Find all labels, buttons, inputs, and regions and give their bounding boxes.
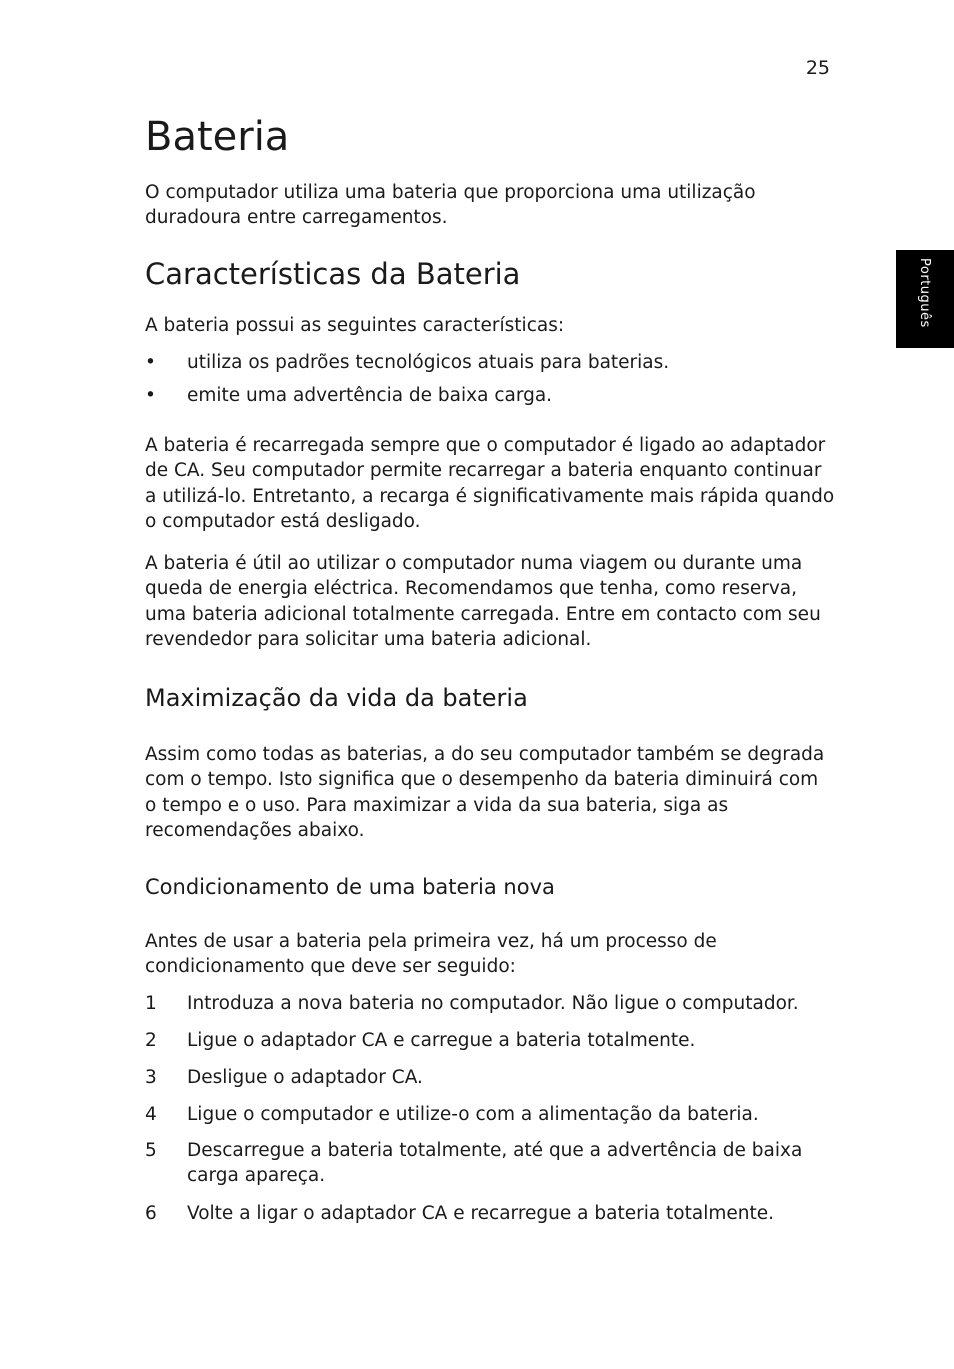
step-text: Ligue o computador e utilize-o com a alimentação da bateria. (187, 1104, 759, 1125)
step-text: Volte a ligar o adaptador CA e recarregue a bateria totalmente. (187, 1203, 774, 1224)
features-heading: Características da Bateria (145, 257, 521, 291)
list-item (145, 383, 835, 408)
list-item (145, 1065, 835, 1090)
page-number: 25 (805, 57, 830, 79)
spare-battery-paragraph: A bateria é útil ao utilizar o computador numa viagem ou durante uma queda de energia eléctrica. Recomendamos que tenha, como reserva, uma bateria adicional totalmente carregada. Entre em contacto com seu revendedor para solicitar uma bateria adicional. (145, 553, 821, 650)
intro-paragraph: O computador utiliza uma bateria que proporciona uma utilização duradoura entre carregamentos. (145, 182, 756, 229)
step-text: Introduza a nova bateria no computador. Não ligue o computador. (187, 993, 799, 1014)
list-item (145, 1102, 835, 1127)
list-item (145, 991, 835, 1016)
step-number: 4 (145, 1104, 157, 1125)
bullet-marker: • (145, 385, 156, 406)
page-title: Bateria (145, 114, 290, 160)
step-text: Descarregue a bateria totalmente, até que a advertência de baixa carga apareça. (187, 1140, 803, 1187)
maximize-heading: Maximização da vida da bateria (145, 684, 528, 712)
features-lead: A bateria possui as seguintes características: (145, 315, 565, 336)
list-item (145, 350, 835, 375)
bullet-text: emite uma advertência de baixa carga. (187, 385, 553, 406)
list-item (145, 1138, 835, 1189)
list-item (145, 1028, 835, 1053)
step-number: 6 (145, 1203, 157, 1224)
maximize-paragraph: Assim como todas as baterias, a do seu computador também se degrada com o tempo. Isto significa que o desempenho da bateria diminuirá com o tempo e o uso. Para maximizar a vida da sua bateria, siga as recomendações abaixo. (145, 744, 825, 841)
step-text: Ligue o adaptador CA e carregue a bateria totalmente. (187, 1030, 696, 1051)
step-number: 1 (145, 993, 157, 1014)
language-tab-label: Português (917, 258, 932, 328)
conditioning-heading: Condicionamento de uma bateria nova (145, 875, 555, 899)
list-item (145, 1201, 835, 1226)
bullet-marker: • (145, 352, 156, 373)
bullet-text: utiliza os padrões tecnológicos atuais para baterias. (187, 352, 670, 373)
step-text: Desligue o adaptador CA. (187, 1067, 423, 1088)
step-number: 3 (145, 1067, 157, 1088)
language-tab (896, 250, 954, 348)
conditioning-lead: Antes de usar a bateria pela primeira vez, há um processo de condicionamento que deve ser seguido: (145, 931, 717, 978)
recharge-paragraph: A bateria é recarregada sempre que o computador é ligado ao adaptador de CA. Seu computador permite recarregar a bateria enquanto continuar a utilizá-lo. Entretanto, a recarga é significativamente mais rápida quando o computador está desligado. (145, 435, 835, 532)
step-number: 2 (145, 1030, 157, 1051)
step-number: 5 (145, 1140, 157, 1161)
